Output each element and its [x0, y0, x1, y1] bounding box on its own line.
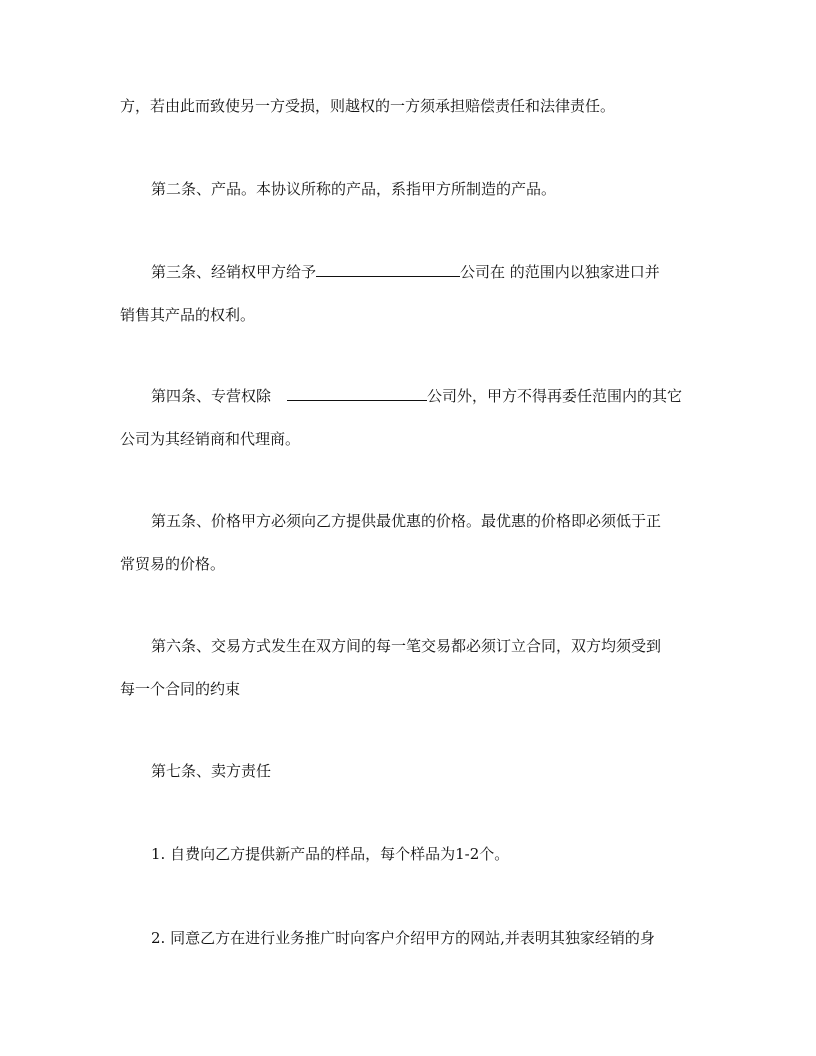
article-2 — [151, 179, 556, 199]
article-5-line-2 — [120, 554, 225, 574]
article-4-text-continued: 公司为其经销商和代理商。 — [120, 430, 301, 448]
article-6-line-1 — [151, 636, 661, 656]
article-6-line-2 — [120, 679, 240, 699]
article-5-text-continued: 常贸易的价格。 — [120, 555, 226, 573]
article-3-line-2 — [120, 305, 255, 325]
article-4-line-2 — [120, 429, 300, 449]
article-7-heading-text: 第七条、卖方责任 — [151, 762, 272, 780]
article-3-line-1 — [151, 262, 660, 282]
list-item — [151, 928, 655, 948]
article-4-text-after: 公司外，甲方不得再委任范围内的其它 — [427, 387, 683, 405]
article-4-text-before: 第四条、专营权除 — [151, 387, 272, 405]
list-item — [151, 844, 509, 864]
article-2-text: 第二条、产品。本协议所称的产品，系指甲方所制造的产品。 — [151, 180, 557, 198]
list-item-text: 1. 自费向乙方提供新产品的样品，每个样品为1-2个。 — [151, 845, 510, 863]
article-6-text-continued: 每一个合同的约束 — [120, 680, 241, 698]
list-item-text: 2. 同意乙方在进行业务推广时向客户介绍甲方的网站,并表明其独家经销的身 — [151, 929, 655, 947]
article-3-text-after: 公司在 的范围内以独家进口并 — [460, 263, 660, 281]
paragraph-continuation — [120, 96, 615, 116]
fill-in-blank-company — [287, 386, 427, 401]
article-5-line-1 — [151, 511, 661, 531]
article-6-text: 第六条、交易方式发生在双方间的每一笔交易都必须订立合同，双方均须受到 — [151, 637, 662, 655]
article-5-text: 第五条、价格甲方必须向乙方提供最优惠的价格。最优惠的价格即必须低于正 — [151, 512, 662, 530]
article-3-text-before: 第三条、经销权甲方给予 — [151, 263, 317, 281]
article-4-line-1 — [151, 386, 682, 406]
paragraph-text: 方，若由此而致使另一方受损，则越权的一方须承担赔偿责任和法律责任。 — [120, 97, 616, 115]
fill-in-blank-company — [316, 262, 460, 277]
article-7-heading — [151, 761, 271, 781]
article-3-text-continued: 销售其产品的权利。 — [120, 306, 256, 324]
